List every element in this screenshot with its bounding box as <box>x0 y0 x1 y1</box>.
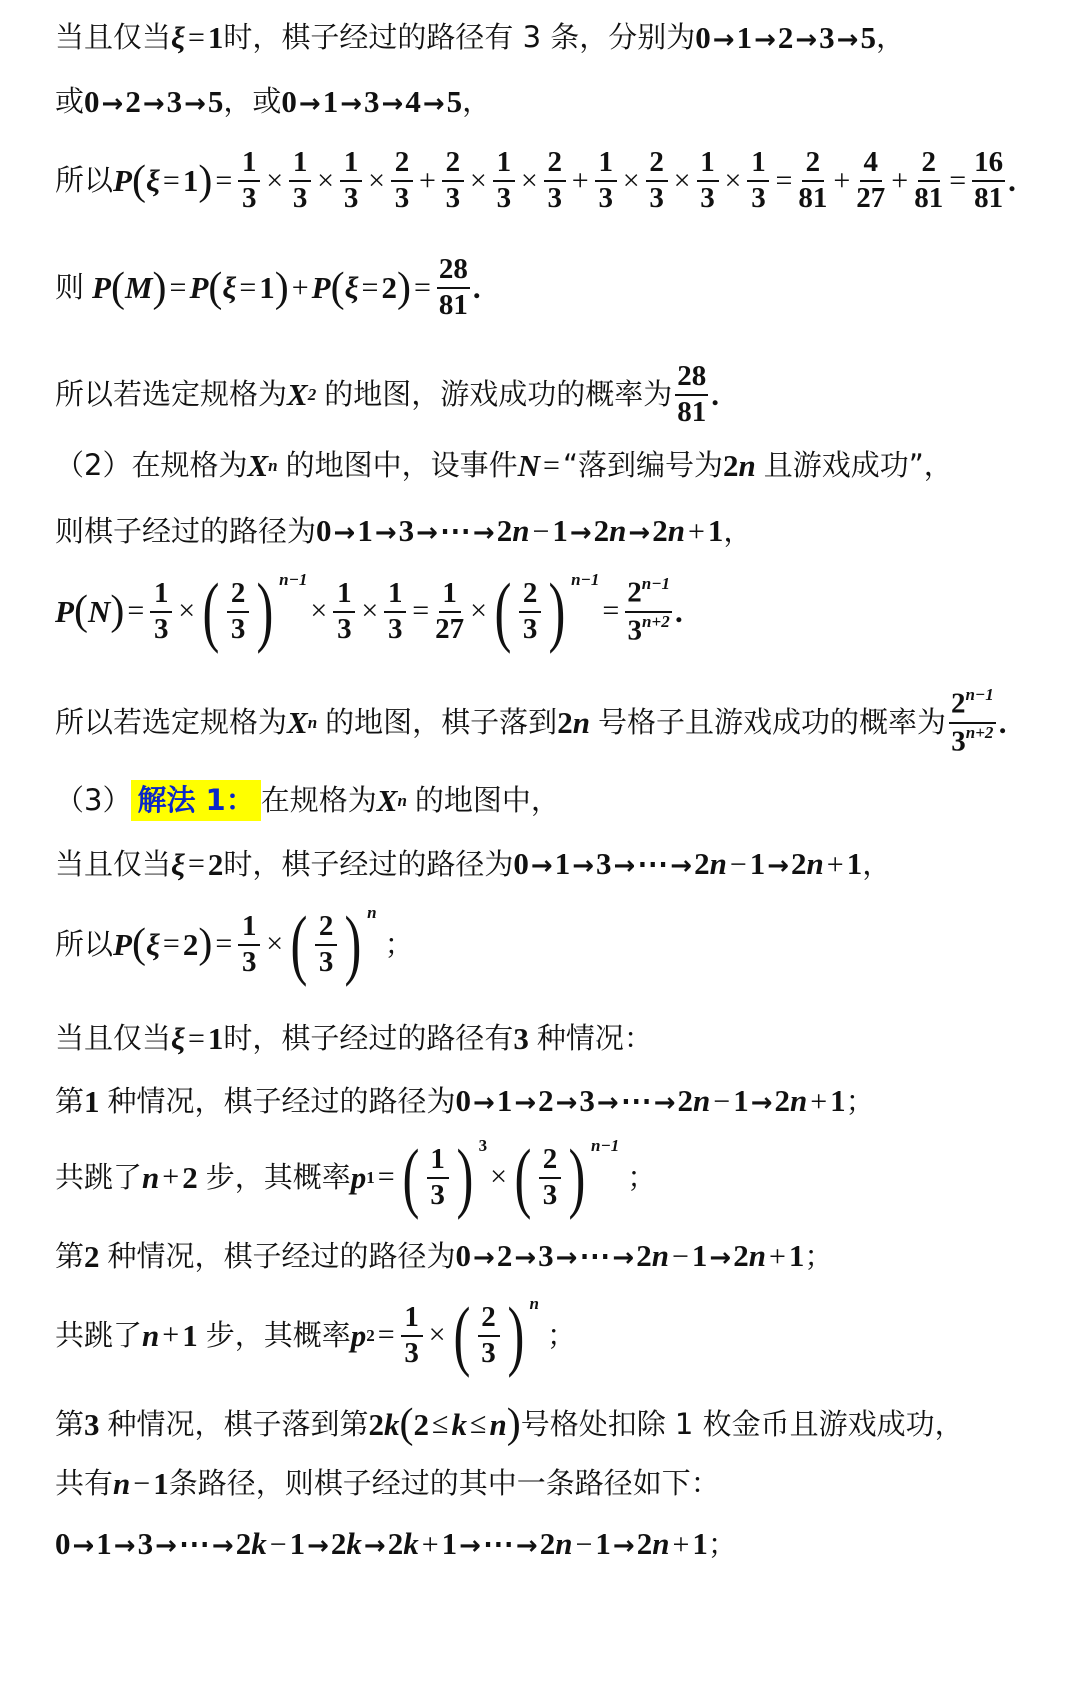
line-17: 共跳了 n + 1 步，其概率 p 2 = $\frac{1}{3}$ × ( $\frac{2}{3}$ ) n ； <box>55 1291 576 1378</box>
math-xi: ξ <box>171 20 185 55</box>
line-18: 第 3 种情况，棋子落到第 2 k ( 2 ≤ k ≤ n ) 号格处扣除 1 枚金币且游戏成功， <box>55 1401 964 1447</box>
text: 步，其概率 <box>205 1317 351 1352</box>
text: 步，其概率 <box>205 1159 351 1194</box>
path: 0→2→3→5 <box>84 84 224 119</box>
line-9: 所以若选定规格为 X n 的地图，棋子落到 2 n 号格子且游戏成功的概率为 $\frac{2^{n-1}}{3^{n+2}}$ . <box>55 685 1007 758</box>
text: 种情况： <box>536 1021 653 1055</box>
text: ，或 <box>223 84 282 118</box>
line-7: 则棋子经过的路径为 0→1→3→⋯→2n −1→2n→2n +1 ， <box>55 513 753 548</box>
line-19: 共有 n − 1 条路径，则棋子经过的其中一条路径如下： <box>55 1466 720 1501</box>
text: “落到编号为 <box>562 448 723 482</box>
text: 共跳了 <box>55 1159 143 1194</box>
text: （2）在规格为 <box>55 448 248 482</box>
text: 条路径，则棋子经过的其中一条路径如下： <box>168 1466 720 1500</box>
text: 所以 <box>55 926 114 961</box>
text: 号格处扣除 1 枚金币且游戏成功， <box>520 1406 964 1441</box>
line-6: （2）在规格为 X n 的地图中，设事件 N = “落到编号为 2 n 且游戏成功”， <box>55 448 953 483</box>
path: 0→1→2→3→5 <box>695 20 876 55</box>
text: 当且仅当 <box>55 1021 172 1055</box>
text: 第 <box>55 1083 85 1118</box>
text: 的地图中，设事件 <box>285 448 518 482</box>
text: （3） <box>55 783 132 817</box>
text: 所以 <box>55 163 114 197</box>
text: 种情况，棋子经过的路径为 <box>107 1083 456 1118</box>
text: 在规格为 <box>260 783 377 817</box>
text: 时，棋子经过的路径有 3 条，分别为 <box>223 20 696 54</box>
text: 时，棋子经过的路径有 <box>223 1021 514 1055</box>
line-4-pm: 则 P ( M ) = P ( ξ = 1 ) + P ( ξ = 2 ) = $\frac{28}{81}$ . <box>55 253 481 321</box>
text: 的地图中， <box>414 783 560 817</box>
line-12: 所以 P ( ξ = 2 ) = $\frac{1}{3}$ × ( $\frac{2}{3}$ ) n ； <box>55 900 414 987</box>
text: 且游戏成功”， <box>763 448 953 482</box>
text: 第 <box>55 1406 85 1441</box>
line-8-pn: P ( N ) = $\frac{1}{3}$ × ( $\frac{2}{3}$ ) n−1 × $\frac{1}{3}$ × $\frac{1}{3}$ = $\frac{1}{27}$ × ( $\frac{2}{3}$ ) n−1 = $\frac{2^{n-1}}{3^{n+2}}$ . <box>55 567 683 654</box>
text: 或 <box>55 84 85 118</box>
text: 共有 <box>55 1466 114 1500</box>
line-13: 当且仅当 ξ = 1 时，棋子经过的路径有 3 种情况： <box>55 1021 653 1056</box>
text: 共跳了 <box>55 1317 143 1352</box>
path: 0→1→3→4→5 <box>281 84 463 119</box>
method-highlight: 解法 1： <box>131 780 260 821</box>
text: 号格子且游戏成功的概率为 <box>597 704 946 739</box>
text: 当且仅当 <box>55 846 172 881</box>
text: 的地图，游戏成功的概率为 <box>324 377 673 411</box>
text: 则棋子经过的路径为 <box>55 513 317 548</box>
line-5: 所以若选定规格为 X 2 的地图，游戏成功的概率为 $\frac{28}{81}$ . <box>55 360 719 428</box>
line-16: 第 2 种情况，棋子经过的路径为 0→2→3→⋯→2n −1→2n +1 ； <box>55 1238 834 1274</box>
line-1: 当且仅当 ξ = 1 时，棋子经过的路径有 3 条，分别为 0→1→2→3→5 ， <box>55 20 905 55</box>
line-15: 共跳了 n + 2 步，其概率 p 1 = ( $\frac{1}{3}$ ) 3 × ( $\frac{2}{3}$ ) n−1 ； <box>55 1133 657 1220</box>
text: 第 <box>55 1238 85 1273</box>
line-14: 第 1 种情况，棋子经过的路径为 0→1→2→3→⋯→2n −1→2n +1 ； <box>55 1083 875 1119</box>
text: 时，棋子经过的路径为 <box>223 846 514 881</box>
line-2: 或 0→2→3→5 ，或 0→1→3→4→5 ， <box>55 84 492 119</box>
line-20: 0→1→3→⋯→2k −1→2k→2k +1→⋯→2n −1→2n +1 ； <box>55 1526 737 1561</box>
line-10: （3） 解法 1： 在规格为 X n 的地图中， <box>55 780 1060 821</box>
text: 所以若选定规格为 <box>55 377 288 411</box>
text: 当且仅当 <box>55 20 172 54</box>
text: 所以若选定规格为 <box>55 704 288 739</box>
text: 种情况，棋子经过的路径为 <box>107 1238 456 1273</box>
text: 种情况，棋子落到第 <box>107 1406 369 1441</box>
text: 的地图，棋子落到 <box>325 704 558 739</box>
line-11: 当且仅当 ξ = 2 时，棋子经过的路径为 0→1→3→⋯→2n −1→2n +1 ， <box>55 846 892 882</box>
line-3-probability: 所以 P ( ξ = 1 ) = $\frac{1}{3}$ × $\frac{1}{3}$ × $\frac{1}{3}$ × $\frac{2}{3}$ + $\frac{2}{3}$ × $\frac{1}{3}$ × $\frac{2}{3}$ + $\frac{1}{3}$ × $\frac{2}{3}$ × $\frac{1}{3}$ × $\frac{1}{3}$ = $\frac{2}{81}$ + $\frac{4}{27}$ + $\frac{2}{81}$ = $\frac{16}{81}$ . <box>55 146 1016 214</box>
